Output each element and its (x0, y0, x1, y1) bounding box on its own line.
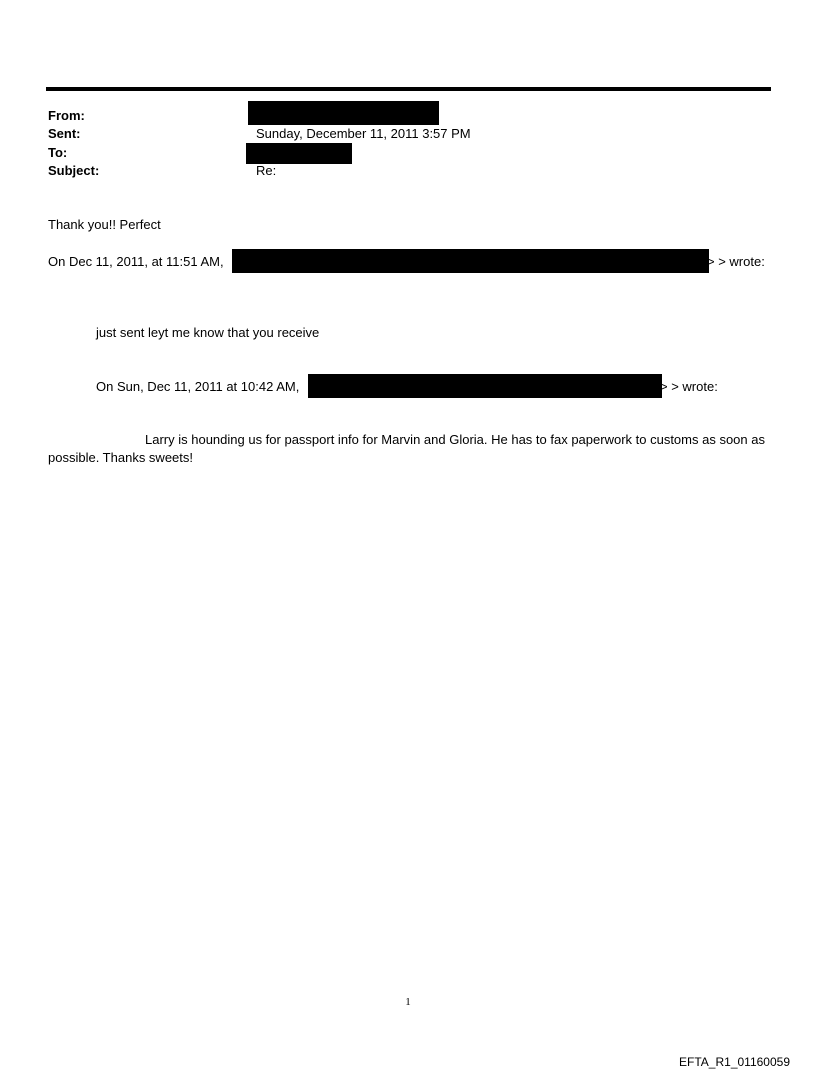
reply-text: Thank you!! Perfect (48, 217, 161, 232)
quote2-attribution: On Sun, Dec 11, 2011 at 10:42 AM, (96, 379, 300, 394)
quote2-sender-redaction (308, 374, 662, 398)
sent-label: Sent: (48, 126, 81, 141)
subject-value: Re: (256, 163, 277, 178)
quote1-wrote: > > wrote: (707, 254, 765, 269)
to-redaction (246, 143, 352, 164)
quote2-text: Larry is hounding us for passport info for Marvin and Gloria. He has to fax paperwork to customs as soon as possible. Thanks sweets! (48, 432, 765, 465)
to-label: To: (48, 145, 68, 160)
bates-number: EFTA_R1_01160059 (679, 1055, 790, 1069)
subject-label: Subject: (48, 163, 100, 178)
from-label: From: (48, 108, 85, 123)
sent-value: Sunday, December 11, 2011 3:57 PM (256, 126, 471, 141)
quote2-wrote: > > wrote: (660, 379, 718, 394)
header-rule (46, 87, 771, 91)
quote1-sender-redaction (232, 249, 709, 273)
from-redaction (248, 101, 439, 125)
page-number: 1 (405, 996, 411, 1008)
quote1-text: just sent leyt me know that you receive (96, 325, 320, 340)
quote1-attribution: On Dec 11, 2011, at 11:51 AM, (48, 254, 224, 269)
